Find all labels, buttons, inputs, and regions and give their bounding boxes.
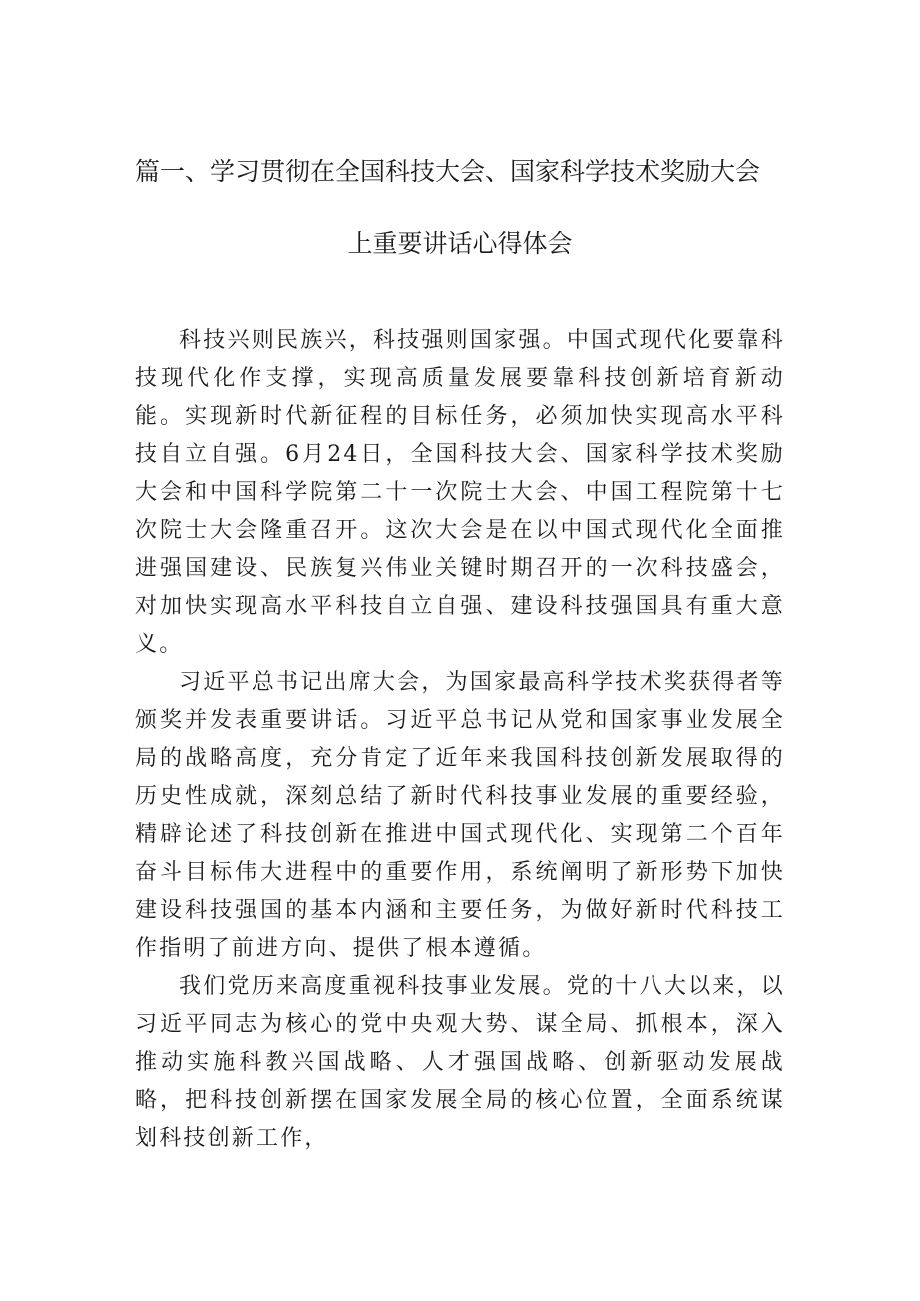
document-title-line-1: 篇一、学习贯彻在全国科技大会、国家科学技术奖励大会 — [135, 157, 761, 186]
document-body — [135, 322, 785, 1158]
document-title-line-2: 上重要讲话心得体会 — [347, 229, 573, 258]
paragraph-3: 我们党历来高度重视科技事业发展。党的十八大以来，以习近平同志为核心的党中央观大势、谋全局、抓根本，深入推动实施科教兴国战略、人才强国战略、创新驱动发展战略，把科技创新摆在国家发展全局的核心位置，全面系统谋划科技创新工作， — [135, 974, 785, 1151]
paragraph-1: 科技兴则民族兴，科技强则国家强。中国式现代化要靠科技现代化作支撑，实现高质量发展要靠科技创新培育新动能。实现新时代新征程的目标任务，必须加快实现高水平科技自立自强。6月24日，全国科技大会、国家科学技术奖励大会和中国科学院第二十一次院士大会、中国工程院第十七次院士大会隆重召开。这次大会是在以中国式现代化全面推进强国建设、民族复兴伟业关键时期召开的一次科技盛会，对加快实现高水平科技自立自强、建设科技强国具有重大意义。 — [135, 328, 785, 657]
paragraph-2: 习近平总书记出席大会，为国家最高科学技术奖获得者等颁奖并发表重要讲话。习近平总书记从党和国家事业发展全局的战略高度，充分肯定了近年来我国科技创新发展取得的历史性成就，深刻总结了新时代科技事业发展的重要经验，精辟论述了科技创新在推进中国式现代化、实现第二个百年奋斗目标伟大进程中的重要作用，系统阐明了新形势下加快建设科技强国的基本内涵和主要任务，为做好新时代科技工作指明了前进方向、提供了根本遵循。 — [135, 670, 785, 961]
